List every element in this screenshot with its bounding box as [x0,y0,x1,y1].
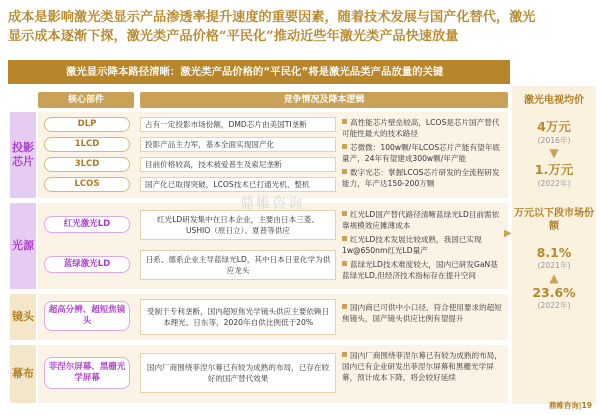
share-2022: 23.6% [532,285,576,300]
header-core-parts: 核心部件 [38,92,134,108]
arrow-down-icon: ▼ [549,146,559,160]
bullet-icon [342,144,347,149]
desc-lcos: 国产化已取得突破，LCOS技术已打通光机、整机 [140,177,336,192]
desc-3lcd: 目前价格较高，技术被爱普生及索尼垄断 [140,157,336,172]
share-2021: 8.1% [536,245,572,260]
desc-screen: 国内厂商围绕菲涅尔幕已有较为成熟的布局，已存在较好的国产替代效果 [140,353,336,393]
bullet-icon [342,352,347,357]
watermark: 鼎帷咨询 [240,196,304,212]
bullet-icon [342,119,347,124]
title-line-2: 显示成本逐渐下探，激光类产品价格“平民化”推动近些年激光类产品快速放量 [8,29,459,44]
notes-chip: 高性能芯片壁垒较高，LCOS是芯片国产替代可能性最大的技术路径 芯微微：100w颗/年LCOS芯片产能有望年底量产，24年有望建成300w颗/年产能 数字光芯：掌握LCOS芯片研发的全流程研发能力，年产达150-200万颗 [342,118,500,188]
notes-light: 红光LD国产替代路径清晰蓝绿光LD目前需依靠规模效应摊薄成本 红光LD技术发展比较成熟，我国已实现1w@650nm红光LD量产 蓝绿光LD技术难度较大，国内已研发GaN基蓝绿光LD,但经济技术指标存在提升空间 [342,210,500,280]
row-label-chip: 投影芯片 [10,112,36,198]
bullet-icon [342,236,347,241]
pill-screen: 菲涅尔屏幕、黑栅光学屏幕 [44,357,130,389]
desc-1lcd: 投影产品主力军，基本全面实现国产化 [140,137,336,152]
pill-dlp: DLP [44,117,130,132]
subtitle-bar: 激光显示降本路径清晰：激光类产品价格的“平民化”将是激光品类产品放量的关键 [8,60,510,84]
pill-lcos: LCOS [44,177,130,192]
chevron-right-icon: ▶ [504,228,512,239]
row-label-lens: 镜头 [10,294,36,340]
side-metrics [512,86,596,404]
pill-red-laser: 红光激光LD [44,216,130,233]
notes-screen: 国内厂商围绕菲涅尔幕已有较为成熟的布局，国内已有企业研发出菲涅尔屏幕和黑栅光学屏幕，预计成本下降，将会较好延续 [342,351,502,382]
pill-lens: 超高分辨、超短焦镜头 [44,301,130,331]
pill-3lcd: 3LCD [44,157,130,172]
bullet-icon [342,261,347,266]
footer-page-number: 鼎帷咨询|19 [548,401,592,410]
desc-bluegreen-laser: 日系、德系企业主导蓝绿光LD，其中日本日亚化学为供应龙头 [140,250,336,280]
row-label-screen: 幕布 [10,345,36,403]
side-head-share: 万元以下段市场份额 [514,208,594,232]
price-2016: 4万元 [537,119,571,134]
arrow-up-icon: ▲ [549,271,559,285]
price-2022: 1.万元 [534,162,574,177]
desc-dlp: 占有一定投影市场份额，DMD芯片由美国TI垄断 [140,117,336,132]
header-competition: 竞争情况及降本逻辑 [140,92,508,108]
year-2022: (2022年) [537,179,571,188]
pill-bluegreen-laser: 蓝绿激光LD [44,256,130,273]
year-2021: (2021年) [537,261,571,270]
year-2016: (2016年) [537,136,571,145]
bullet-icon [342,304,347,309]
year-2022b: (2022年) [537,301,571,310]
desc-red-laser: 红光LD研发集中在日本企业，主要由日本三菱、USHIO（原日立）、夏普等供应 [140,210,336,240]
row-label-light: 光源 [10,203,36,289]
notes-lens: 国内商已可供中小口径、符合使用要求的超短焦镜头，国产镜头供应比例有望提升 [342,303,502,323]
page-title [8,8,596,46]
bullet-icon [342,169,347,174]
pill-1lcd: 1LCD [44,137,130,152]
side-head-avg-price: 激光电视均价 [524,95,584,106]
title-line-1: 成本是影响激光类显示产品渗透率提升速度的重要因素，随着技术发展与国产化替代，激光 [8,10,536,25]
bullet-icon [342,211,347,216]
desc-lens: 受制于专利垄断，国内超短焦光学镜头供应主要依赖日本理光、日东等，2020年自供比例低于20% [140,299,336,335]
